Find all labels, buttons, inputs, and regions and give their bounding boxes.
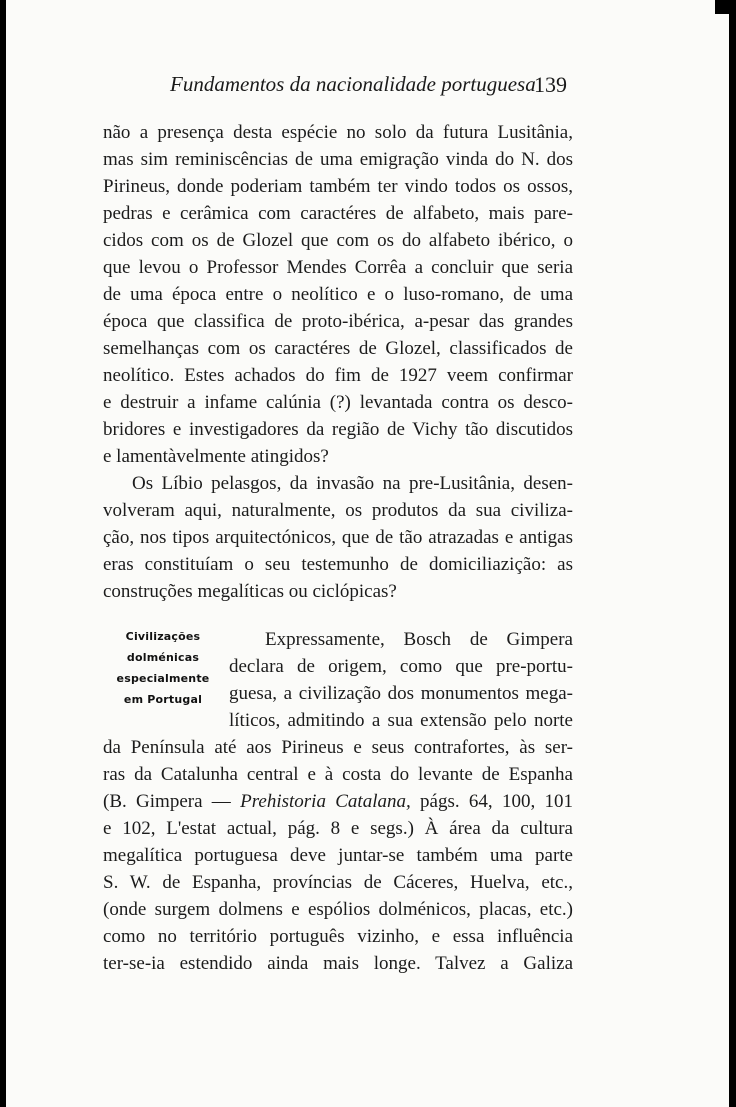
text-line: ção, nos tipos arquitectónicos, que de tão atrazadas e antigas: [103, 527, 573, 548]
text-line: Expressamente, Bosch de Gimpera: [265, 629, 573, 650]
text-line: líticos, admitindo a sua extensão pelo norte: [229, 710, 573, 731]
text-line: como no território português vizinho, e essa influência: [103, 926, 573, 947]
text-line: de uma época entre o neolítico e o luso-romano, de uma: [103, 284, 573, 305]
text-line: S. W. de Espanha, províncias de Cáceres, Huelva, etc.,: [103, 872, 573, 893]
text-line: e 102, L'estat actual, pág. 8 e segs.) À área da cultura: [103, 818, 573, 839]
text-line: Os Líbio pelasgos, da invasão na pre-Lusitânia, desen-: [132, 473, 573, 494]
text-line: eras constituíam o seu testemunho de domiciliazição: as: [103, 554, 573, 575]
text-line: e lamentàvelmente atingidos?: [103, 446, 329, 467]
text-line: não a presença desta espécie no solo da futura Lusitânia,: [103, 122, 573, 143]
text-line: neolítico. Estes achados do fim de 1927 veem confirmar: [103, 365, 573, 386]
margin-note-line: Civilizações: [125, 630, 201, 643]
text-line: época que classifica de proto-ibérica, a-pesar das grandes: [103, 311, 573, 332]
page-number: 139: [534, 72, 567, 97]
text-line: que levou o Professor Mendes Corrêa a concluir que seria: [103, 257, 573, 278]
text-line: Pirineus, donde poderiam também ter vindo todos os ossos,: [103, 176, 573, 197]
text-line: guesa, a civilização dos monumentos mega-: [229, 683, 573, 704]
text-line: declara de origem, como que pre-portu-: [229, 656, 573, 677]
citation-title: Prehistoria Catalana,: [240, 791, 411, 812]
citation-open: (B. Gimpera —: [103, 791, 241, 812]
running-head-title: Fundamentos da nacionalidade portuguesa: [170, 72, 536, 96]
text-line: pedras e cerâmica com caractéres de alfabeto, mais pare-: [103, 203, 573, 224]
text-line: volveram aqui, naturalmente, os produtos da sua civiliza-: [103, 500, 573, 521]
text-line: megalítica portuguesa deve juntar-se também uma parte: [103, 845, 573, 866]
text-line: (onde surgem dolmens e espólios dolménicos, placas, etc.): [103, 899, 573, 920]
text-line: e destruir a infame calúnia (?) levantada contra os desco-: [103, 392, 573, 413]
margin-note: [108, 626, 218, 710]
scan-border-right: [729, 0, 736, 1107]
text-line: semelhanças com os caractéres de Glozel, classificados de: [103, 338, 573, 359]
text-line: ras da Catalunha central e à costa do levante de Espanha: [103, 764, 573, 785]
citation-pages: págs. 64, 100, 101: [410, 791, 573, 812]
text-line: bridores e investigadores da região de Vichy tão discutidos: [103, 419, 573, 440]
text-line: construções megalíticas ou ciclópicas?: [103, 581, 397, 602]
margin-note-line: em Portugal: [123, 693, 203, 706]
scan-border-left: [0, 0, 6, 1107]
text-line: mas sim reminiscências de uma emigração vinda do N. dos: [103, 149, 573, 170]
text-line: cidos com os de Glozel que com os do alfabeto ibérico, o: [103, 230, 573, 251]
margin-note-line: dolménicas: [126, 651, 200, 664]
text-line: ter-se-ia estendido ainda mais longe. Talvez a Galiza: [103, 953, 573, 974]
margin-note-line: especialmente: [116, 672, 210, 685]
citation-line: [103, 789, 573, 814]
text-line: da Península até aos Pirineus e seus contrafortes, às ser-: [103, 737, 573, 758]
scan-corner-mark: [715, 0, 729, 14]
